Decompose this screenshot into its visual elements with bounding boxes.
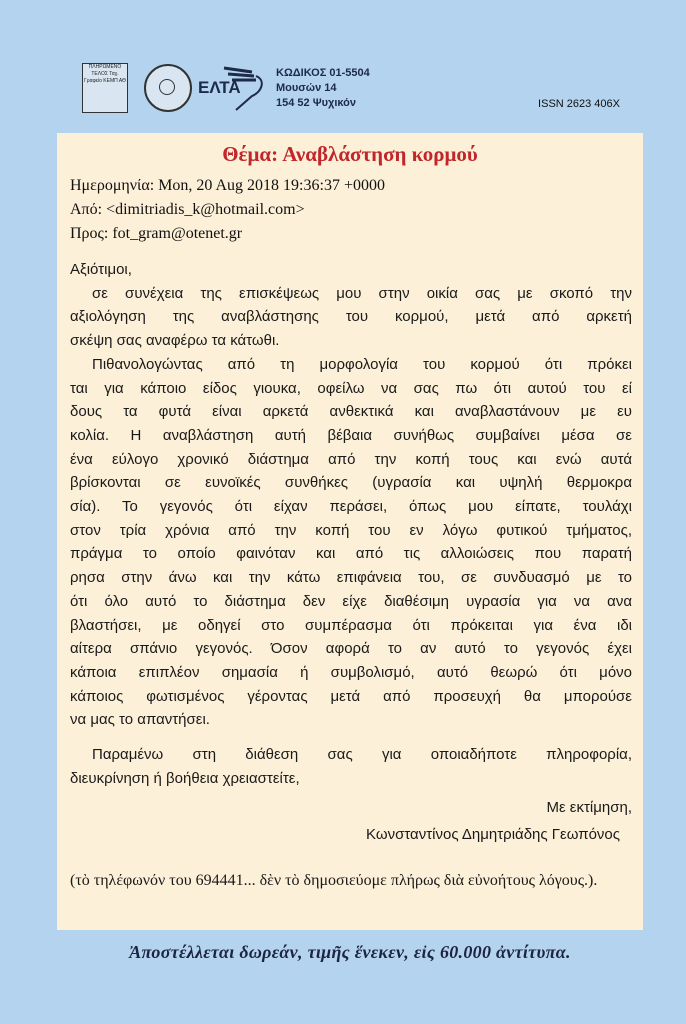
- street-line: Μουσών 14: [276, 82, 337, 94]
- email-meta: [70, 174, 385, 246]
- postal-code-line: ΚΩΔΙΚΟΣ 01-5504: [276, 67, 370, 79]
- closing: Με εκτίμηση,: [546, 799, 632, 817]
- editor-note: (τὸ τηλέφωνόν του 694441... δὲν τὸ δημοσιεύομε πλήρως διὰ εὐνοήτους λόγους.).: [70, 872, 598, 889]
- issn: ISSN 2623 406X: [538, 98, 620, 110]
- letter-subject: Θέμα: Αναβλάστηση κορμού: [222, 142, 478, 166]
- city-line: 154 52 Ψυχικόν: [276, 97, 356, 109]
- letter-body: [70, 258, 632, 847]
- text-line: σε συνέχεια της επισκέψεως μου στην οικία σας με σκοπό την: [92, 284, 632, 302]
- text-line: διευκρίνηση ή βοήθεια χρειαστείτε,: [70, 769, 300, 787]
- text-line: κάποια επιπλέον σημασία ή συμβολισμό, αυτό θεωρώ ότι μόνο: [70, 663, 632, 681]
- text-line: να μας το απαντήσει.: [70, 711, 210, 729]
- text-line: κολία. Η αναβλάστηση αυτή βέβαια συνήθως συμβαίνει μέσα σε: [70, 426, 632, 444]
- paragraph-2: [70, 353, 632, 732]
- text-line: βρίσκονται σε ευνοϊκές συνθήκες (υγρασία και υψηλή θερμοκρα: [70, 474, 632, 492]
- postal-address: [276, 66, 370, 111]
- distribution-footer: Ἀποστέλλεται δωρεάν, τιμῆς ἕνεκεν, εἰς 60.000 ἀντίτυπα.: [129, 942, 571, 962]
- text-line: κάποιος φωτισμένος γέροντας μετά από προσευχή θα μπορούσε: [70, 687, 632, 705]
- text-line: ένα εύλογο χρονικό διάστημα από την κοπή τους και ενώ αυτά: [70, 450, 632, 468]
- text-line: σκέψη σας αναφέρω τα κάτωθι.: [70, 332, 280, 350]
- text-line: αξιολόγηση της αναβλάστησης του κορμού, μετά από αρκετή: [70, 308, 632, 326]
- text-line: σία). Το γεγονός ότι είχαν περάσει, όπως μου είπατε, τουλάχι: [70, 498, 632, 516]
- postal-header: [82, 60, 642, 116]
- text-line: αίτερα σπάνιο γεγονός. Όσον αφορά το αν αυτό το γεγονός έχει: [70, 640, 632, 658]
- signature: Κωνσταντίνος Δημητριάδης Γεωπόνος: [366, 826, 620, 844]
- email-from: Από: <dimitriadis_k@hotmail.com>: [70, 201, 305, 218]
- text-line: στον τρία χρόνια από την κοπή του εν λόγω φυτικού τμήματος,: [70, 521, 632, 539]
- text-line: ρησα στην άνω και την κάτω επιφάνεια του, σε συνδυασμό με το: [70, 569, 632, 587]
- elta-bird-icon: [222, 62, 272, 112]
- text-line: ότι όλο αυτό το διάστημα δεν είχε διαθέσιμη υγρασία για να ανα: [70, 592, 632, 610]
- text-line: ται για κάποιο είδος γιουκα, οφείλω να σας πω ότι αυτού του εί: [70, 379, 632, 397]
- paragraph-1: [70, 282, 632, 353]
- text-line: Πιθανολογώντας από τη μορφολογία του κορμού ότι πρόκει: [92, 355, 632, 373]
- elta-logo: ΕΛΤΑ: [198, 78, 241, 97]
- text-line: δους τα φυτά είναι αρκετά ανθεκτικά και αναβλαστάνουν με ευ: [70, 403, 632, 421]
- paid-postage-stamp: ΠΛΗΡΩΜΕΝΟ ΤΕΛΟΣ Ταχ. Γραφείο ΚΕΜΠ ΑΘ: [82, 63, 128, 113]
- text-line: πράγμα το οποίο φαινόταν και από τις αλλοιώσεις που παρατή: [70, 545, 632, 563]
- email-to: Προς: fot_gram@otenet.gr: [70, 225, 243, 242]
- text-line: Παραμένω στη διάθεση σας για οποιαδήποτε πληροφορία,: [92, 746, 632, 764]
- round-stamp-icon: [144, 64, 192, 112]
- text-line: βλαστήσει, με οδηγεί στο συμπέρασμα ότι πρόκειται για ένα ιδι: [70, 616, 632, 634]
- email-date: Ημερομηνία: Mon, 20 Aug 2018 19:36:37 +0000: [70, 177, 385, 194]
- paragraph-3: [70, 743, 632, 790]
- greeting: Αξιότιμοι,: [70, 261, 132, 278]
